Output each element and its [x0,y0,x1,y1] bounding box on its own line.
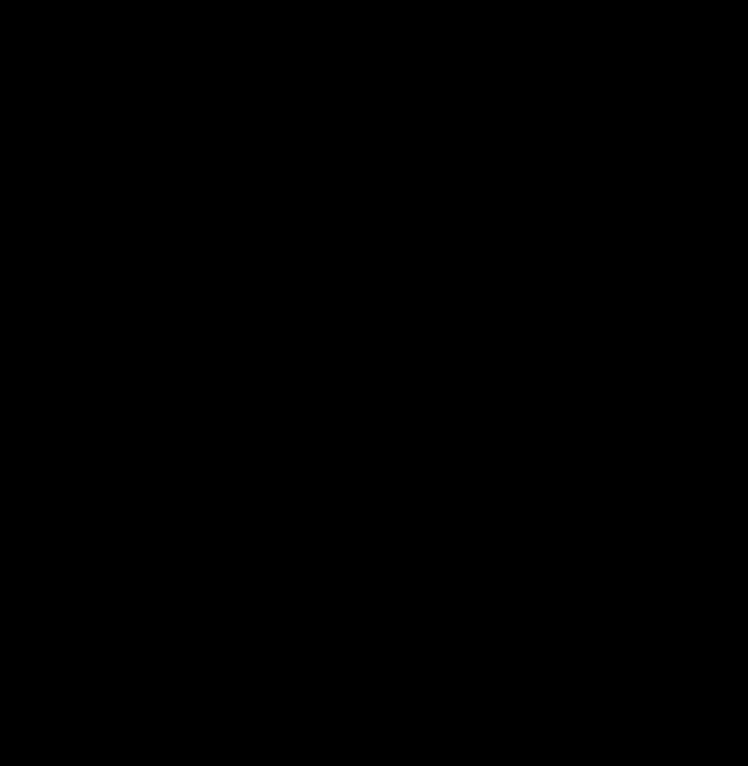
bottom-grade-grid [0,416,748,766]
top-grade-grid [0,71,748,402]
header-banner [0,0,748,71]
grid-divider [0,402,748,416]
